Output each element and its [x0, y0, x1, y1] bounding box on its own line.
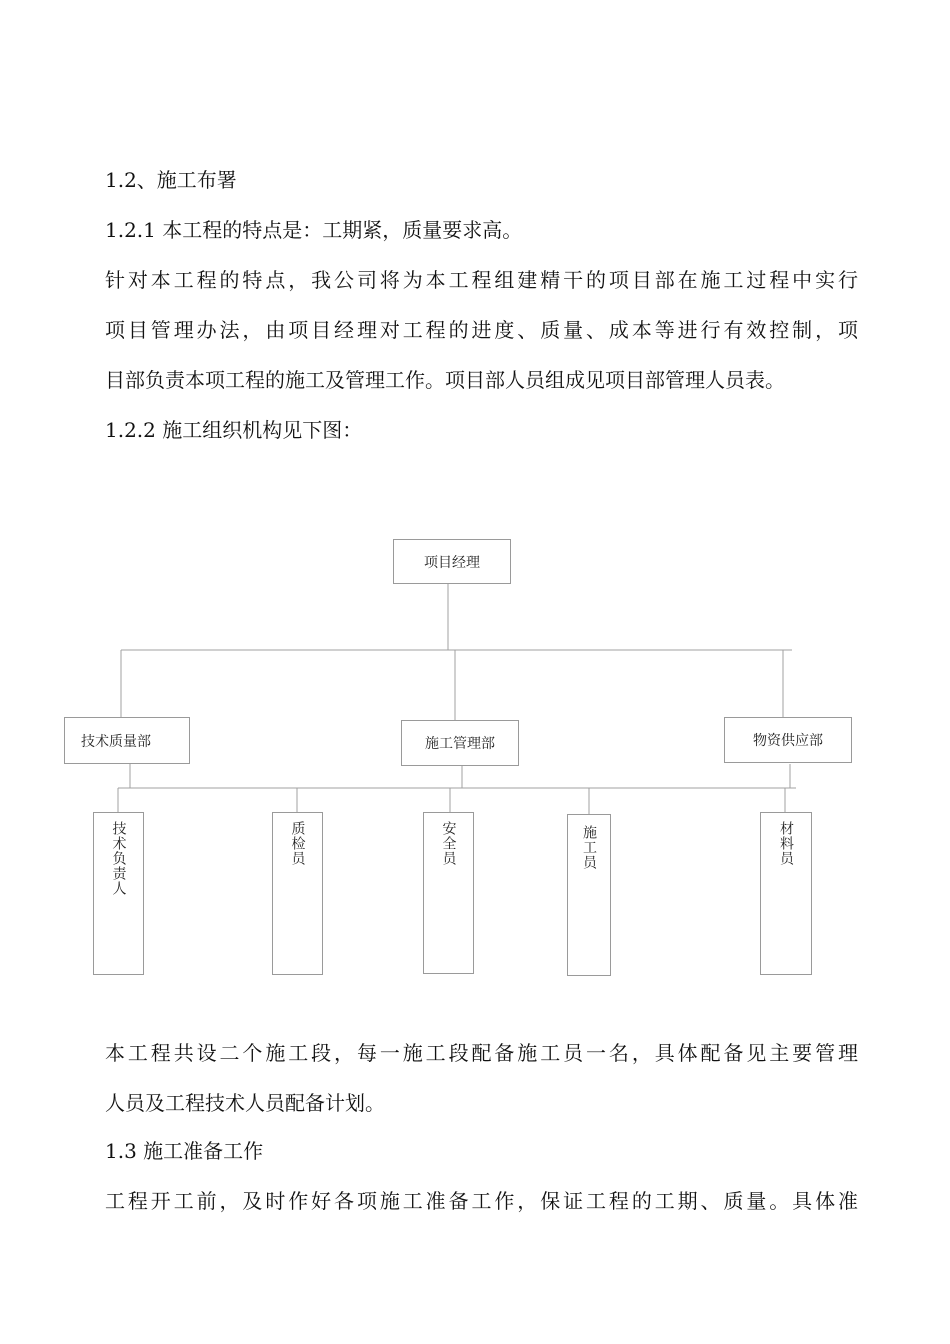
subsection-1-2-1: 1.2.1 本工程的特点是：工期紧，质量要求高。	[105, 218, 523, 242]
org-node-construction-worker	[567, 814, 611, 976]
org-node-project-manager: 项目经理	[393, 539, 511, 584]
org-node-construction-mgmt-dept: 施工管理部	[401, 720, 519, 766]
body-paragraph-1-line-1: 针对本工程的特点，我公司将为本工程组建精干的项目部在施工过程中实行	[105, 268, 858, 292]
org-node-materials-clerk-label: 材料员	[778, 821, 794, 866]
section-heading-1-2: 1.2、施工布署	[105, 168, 237, 192]
org-node-safety-officer	[423, 812, 474, 974]
body-paragraph-2-line-1: 本工程共设二个施工段，每一施工段配备施工员一名，具体配备见主要管理	[105, 1041, 858, 1065]
org-node-quality-inspector-label: 质检员	[289, 821, 306, 866]
body-paragraph-1-line-3: 目部负责本项工程的施工及管理工作。项目部人员组成见项目部管理人员表。	[105, 368, 785, 392]
org-node-safety-officer-label: 安全员	[440, 821, 457, 866]
body-paragraph-3-line-1: 工程开工前，及时作好各项施工准备工作，保证工程的工期、质量。具体准	[105, 1189, 858, 1213]
body-paragraph-2-line-2: 人员及工程技术人员配备计划。	[105, 1091, 385, 1115]
body-paragraph-1-line-2: 项目管理办法，由项目经理对工程的进度、质量、成本等进行有效控制，项	[105, 318, 858, 342]
org-node-construction-worker-label: 施工员	[581, 825, 597, 870]
org-node-materials-clerk	[760, 812, 812, 975]
org-node-materials-supply-dept: 物资供应部	[724, 717, 852, 763]
org-node-technical-lead	[93, 812, 144, 975]
org-node-quality-inspector	[272, 812, 323, 975]
org-node-technical-lead-label: 技术负责人	[110, 821, 127, 896]
section-heading-1-3: 1.3 施工准备工作	[105, 1139, 264, 1163]
org-node-tech-quality-dept: 技术质量部	[64, 717, 190, 764]
subsection-1-2-2: 1.2.2 施工组织机构见下图：	[105, 418, 363, 442]
